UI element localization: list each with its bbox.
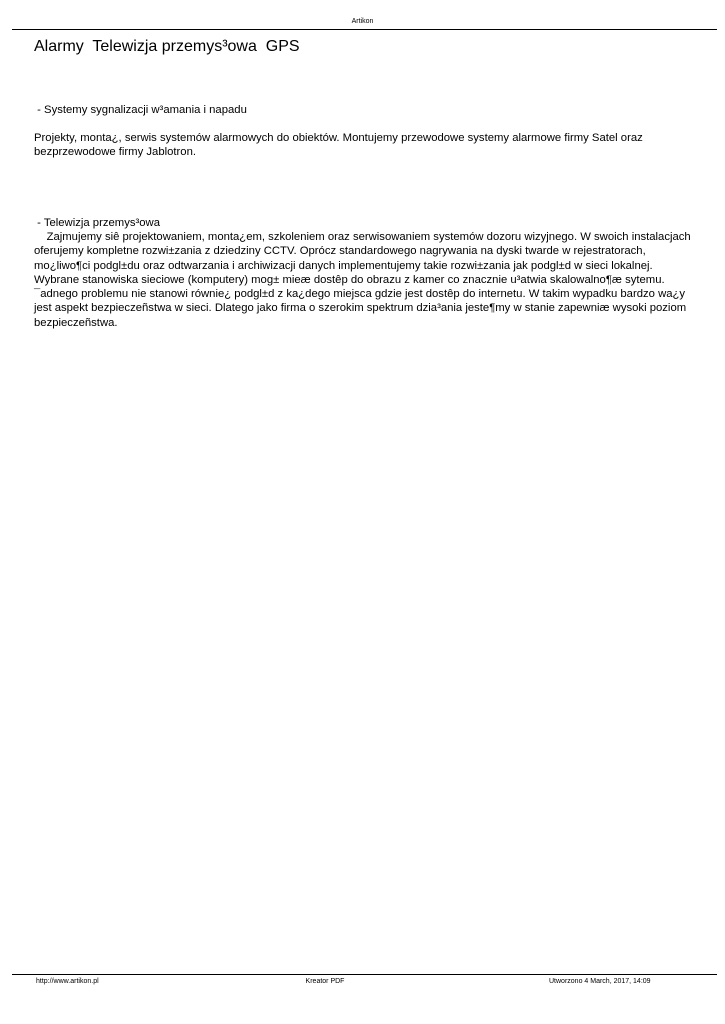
footer-generator: Kreator PDF xyxy=(305,978,345,985)
section-heading-text: - Telewizja przemys³owa xyxy=(34,217,160,229)
section-heading-alarm-systems xyxy=(34,103,699,117)
section-body-text: Zajmujemy siê projektowaniem, monta¿em, szkoleniem oraz serwisowaniem systemów dozoru wizyjnego. W swoich instalacjach oferujemy kompletne rozwi±zania z dziedziny CCTV. Oprócz standardowego nagrywania na dyski twarde w rejestratorach, mo¿liwo¶ci podgl±du oraz odtwarzania i archiwizacji danych implementujemy takie rozwi±zania jak podgl±d w sieci lokalnej. Wybrane stanowiska sieciowe (komputery) mog± mieæ dostêp do obrazu z kamer co znacznie u³atwia skalowalno¶æ sytemu. ¯adnego problemu nie stanowi równie¿ podgl±d z ka¿dego miejsca gdzie jest dostêp do internetu. W takim wypadku bardzo wa¿y jest aspekt bezpieczeñstwa w sieci. Dlatego jako firma o szerokim spektrum dzia³ania jeste¶my w stanie zapewniæ wysoki poziom bezpieczeñstwa. xyxy=(34,231,694,329)
section-body-alarm-systems xyxy=(34,131,699,160)
footer-created-date: Utworzono 4 March, 2017, 14:09 xyxy=(549,978,651,985)
section-heading-cctv xyxy=(34,216,699,230)
footer-divider xyxy=(12,974,717,975)
page-title: Alarmy Telewizja przemys³owa GPS xyxy=(34,38,300,55)
section-body-text: Projekty, monta¿, serwis systemów alarmowych do obiektów. Montujemy przewodowe systemy alarmowe firmy Satel oraz bezprzewodowe firmy Jablotron. xyxy=(34,132,646,159)
header-divider xyxy=(12,29,717,30)
header-site-name: Artikon xyxy=(351,18,374,25)
section-heading-text: - Systemy sygnalizacji w³amania i napadu xyxy=(34,104,247,116)
footer-url: http://www.artikon.pl xyxy=(36,978,99,985)
section-body-cctv xyxy=(34,230,699,330)
